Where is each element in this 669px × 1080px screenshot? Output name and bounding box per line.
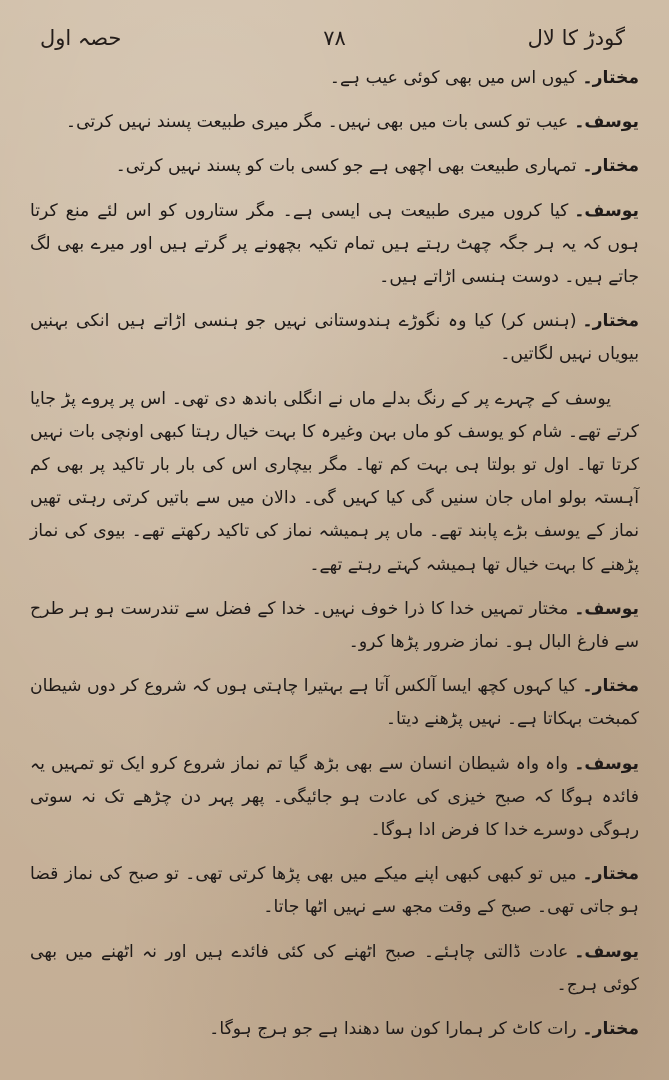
dialogue-paragraph <box>30 858 639 924</box>
speaker-name: مختار۔ <box>582 864 639 885</box>
dialogue-text: عیب تو کسی بات میں بھی نہیں۔ مگر میری طبیعت پسند نہیں کرتی۔ <box>66 112 569 133</box>
dialogue-paragraph <box>30 106 639 139</box>
speaker-name: یوسف۔ <box>574 753 639 774</box>
dialogue-paragraph <box>30 936 639 1002</box>
dialogue-text: واہ واہ شیطان انسان سے بھی بڑھ گیا تم نماز شروع کرو ایک تو تمہیں یہ فائدہ ہوگا کہ صبح خیزی کی عادت ہو جائیگی۔ پھر پہر دن چڑھے تک نہ سوتی رہوگی دوسرے خدا کا فرض ادا ہوگا۔ <box>30 753 639 841</box>
speaker-name: مختار۔ <box>582 156 639 177</box>
speaker-name: مختار۔ <box>582 676 639 697</box>
dialogue-text: کیا کروں میری طبیعت ہی ایسی ہے۔ مگر ستاروں کو اس لئے منع کرتا ہوں کہ یہ ہر جگہ چھٹ رہتے ہیں تمام تکیہ بچھونے پر گرتے ہیں اور میرے بھی لگ جاتے ہیں۔ دوست ہنسی اڑاتے ہیں۔ <box>30 200 639 288</box>
speaker-name: مختار۔ <box>582 1019 639 1040</box>
narrative-text: یوسف کے چہرے پر کے رنگ بدلے ماں نے انگلی باندھ دی تھی۔ اس پر پروے پڑ جایا کرتے تھے۔ شام کو یوسف کو ماں بہن وغیرہ کا بہت خیال رہتا کبھی اونچی بات نہیں کرتا تھا۔ اول تو بولتا ہی بہت کم تھا۔ مگر بیچاری اس کی بار بار تاکید پر بھی کم آہستہ بولو اماں جان سنیں گی کیا کہیں گی۔ دالان میں سے باتیں کرتی رہتی تھیں نماز کے یوسف بڑے پابند تھے۔ ماں پر ہمیشہ نماز کی تاکید رکھتے تھے۔ بیوی کی نماز پڑھنے کا بہت خیال تھا ہمیشہ کہتے رہتے تھے۔ <box>30 388 639 575</box>
dialogue-paragraph <box>30 593 639 659</box>
dialogue-text: کیا کہوں کچھ ایسا آلکس آتا ہے بہتیرا چاہتی ہوں کہ شروع کر دوں شیطان کمبخت بہکاتا ہے۔ نہیں پڑھنے دیتا۔ <box>30 676 639 730</box>
page-header <box>30 22 639 56</box>
dialogue-text: میں تو کبھی کبھی اپنے میکے میں بھی پڑھا کرتی تھی۔ تو صبح کی نماز قضا ہو جاتی تھی۔ صبح کے وقت مجھ سے نہیں اٹھا جاتا۔ <box>30 864 639 918</box>
dialogue-text: مختار تمہیں خدا کا ذرا خوف نہیں۔ خدا کے فضل سے تندرست ہو ہر طرح سے فارغ البال ہو۔ نماز ضرور پڑھا کرو۔ <box>30 598 639 653</box>
dialogue-text: عادت ڈالتی چاہئے۔ صبح اٹھنے کی کئی فائدے ہیں اور نہ اٹھنے میں بھی کوئی ہرج۔ <box>30 941 639 995</box>
dialogue-paragraph <box>30 748 639 848</box>
narrative-paragraph <box>30 383 639 582</box>
dialogue-text: (ہنس کر) کیا وہ نگوڑے ہندوستانی نہیں جو ہنسی اڑاتے ہیں انکی بہنیں بیویاں نہیں لگاتیں۔ <box>30 311 639 365</box>
page-body <box>30 62 639 1046</box>
part-label: حصہ اول <box>40 26 122 50</box>
speaker-name: یوسف۔ <box>574 598 639 619</box>
speaker-name: یوسف۔ <box>574 200 639 221</box>
speaker-name: مختار۔ <box>582 68 639 88</box>
dialogue-paragraph <box>30 195 639 295</box>
dialogue-paragraph <box>30 1013 639 1046</box>
dialogue-paragraph <box>30 62 639 95</box>
dialogue-text: تمہاری طبیعت بھی اچھی ہے جو کسی بات کو پسند نہیں کرتی۔ <box>115 156 577 177</box>
speaker-name: یوسف۔ <box>574 112 639 133</box>
dialogue-paragraph <box>30 670 639 736</box>
book-title: گودڑ کا لال <box>527 26 625 50</box>
dialogue-text: رات کاٹ کر ہمارا کون سا دھندا ہے جو ہرج ہوگا۔ <box>209 1019 577 1040</box>
dialogue-paragraph <box>30 305 639 371</box>
speaker-name: یوسف۔ <box>574 941 639 962</box>
speaker-name: مختار۔ <box>582 311 639 332</box>
dialogue-text: کیوں اس میں بھی کوئی عیب ہے۔ <box>329 68 577 88</box>
page-number: ۷۸ <box>323 26 346 50</box>
dialogue-paragraph <box>30 150 639 183</box>
